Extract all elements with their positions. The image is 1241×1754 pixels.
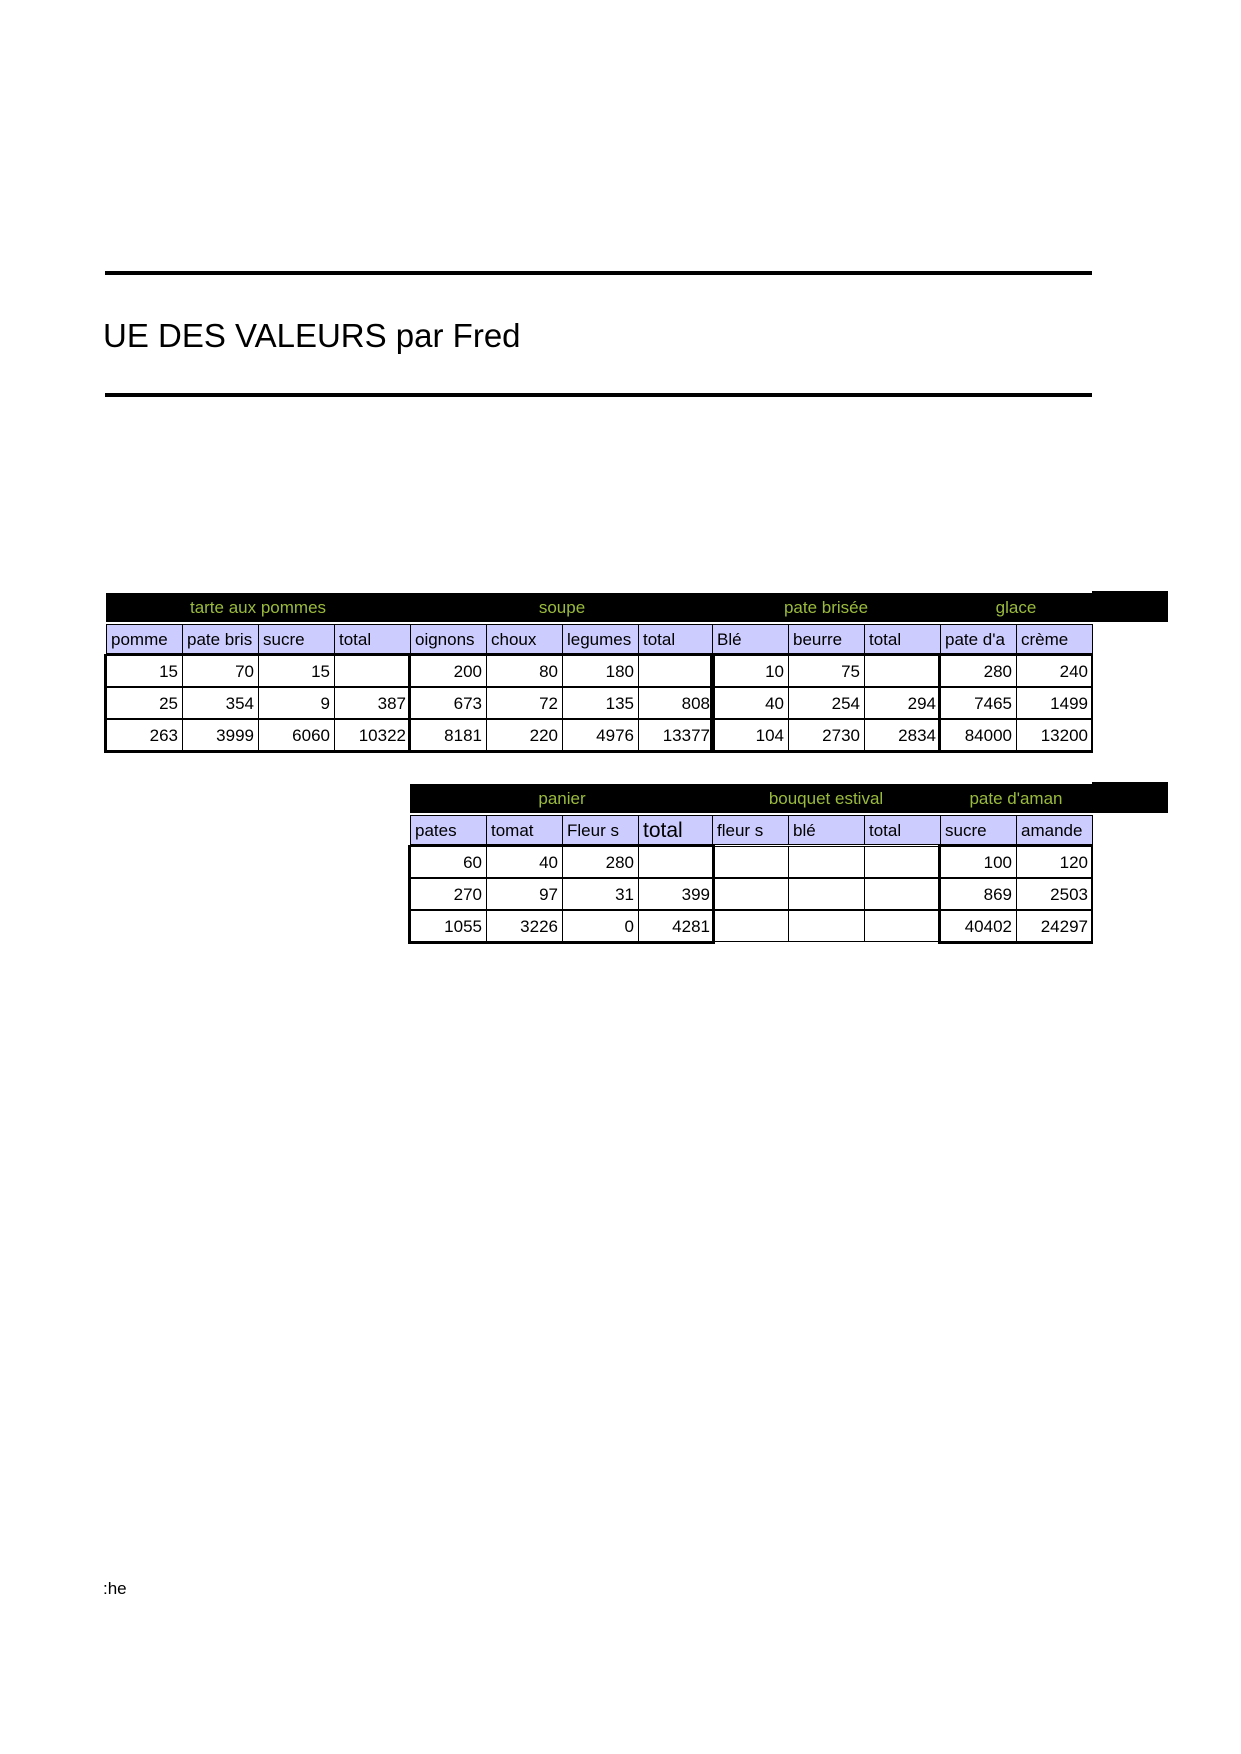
column-header[interactable]: total [638,624,715,654]
table-cell[interactable]: 15 [258,655,335,687]
table-cell[interactable] [788,846,865,878]
table-cell[interactable]: 7465 [940,687,1017,719]
table-title: pate brisée [712,593,940,622]
table-cell[interactable]: 3226 [486,910,563,942]
column-header[interactable]: legumes [562,624,639,654]
table-cell[interactable]: 70 [182,655,259,687]
table-cell[interactable]: 13200 [1016,719,1093,751]
table-title: pate d'aman [940,784,1092,813]
table-cell[interactable]: 97 [486,878,563,910]
table-cell[interactable]: 200 [410,655,487,687]
table-cell[interactable]: 180 [562,655,639,687]
table-cell[interactable]: 4976 [562,719,639,751]
column-header[interactable]: tomat [486,815,563,845]
table-cell[interactable]: 399 [638,878,715,910]
table-cell[interactable] [864,878,941,910]
table-cell[interactable]: 13377 [638,719,715,751]
table-cell[interactable] [712,846,789,878]
column-header[interactable]: amande [1016,815,1093,845]
column-header[interactable]: total [864,624,941,654]
table-cell[interactable]: 2730 [788,719,865,751]
column-header[interactable]: blé [788,815,865,845]
table-cell[interactable]: 270 [410,878,487,910]
table-cell[interactable]: 294 [864,687,941,719]
table-cell[interactable]: 1055 [410,910,487,942]
column-header[interactable]: total [864,815,941,845]
table-cell[interactable]: 263 [106,719,183,751]
table-cell[interactable]: 10 [712,655,789,687]
column-header[interactable]: pates [410,815,487,845]
table-cell[interactable]: 40 [486,846,563,878]
table-cell[interactable]: 10322 [334,719,411,751]
table-cell[interactable]: 254 [788,687,865,719]
header-bar-extension [1092,782,1168,813]
table-bouquet [712,784,940,944]
column-header[interactable]: crème [1016,624,1093,654]
header-bar-extension [1092,591,1168,622]
table-cell[interactable]: 673 [410,687,487,719]
table-cell[interactable] [638,846,715,878]
table-cell[interactable]: 31 [562,878,639,910]
table-cell[interactable] [712,878,789,910]
table-pate-brisee [712,593,940,753]
table-cell[interactable]: 72 [486,687,563,719]
column-header[interactable]: Blé [712,624,789,654]
table-cell[interactable]: 120 [1016,846,1093,878]
table-cell[interactable] [864,910,941,942]
table-cell[interactable]: 84000 [940,719,1017,751]
table-cell[interactable]: 40402 [940,910,1017,942]
column-header[interactable]: sucre [940,815,1017,845]
column-header[interactable]: choux [486,624,563,654]
table-cell[interactable]: 80 [486,655,563,687]
table-tarte [106,593,410,753]
column-header[interactable]: oignons [410,624,487,654]
column-header[interactable]: total [638,815,715,845]
table-cell[interactable]: 6060 [258,719,335,751]
table-cell[interactable]: 15 [106,655,183,687]
table-cell[interactable]: 0 [562,910,639,942]
table-title: glace [940,593,1092,622]
table-cell[interactable]: 387 [334,687,411,719]
table-cell[interactable] [864,655,941,687]
table-title: panier [410,784,714,813]
table-cell[interactable] [712,910,789,942]
footer-text: :he [103,1579,127,1598]
bottom-rule [105,393,1092,397]
table-title: bouquet estival [712,784,940,813]
table-cell[interactable]: 280 [562,846,639,878]
column-header[interactable]: pomme [106,624,183,654]
table-glace [940,593,1168,753]
table-cell[interactable]: 280 [940,655,1017,687]
table-cell[interactable]: 2834 [864,719,941,751]
table-cell[interactable]: 4281 [638,910,715,942]
column-header[interactable]: pate bris [182,624,259,654]
table-cell[interactable]: 3999 [182,719,259,751]
table-cell[interactable] [334,655,411,687]
table-cell[interactable]: 24297 [1016,910,1093,942]
table-cell[interactable]: 2503 [1016,878,1093,910]
column-header[interactable]: fleur s [712,815,789,845]
table-cell[interactable]: 1499 [1016,687,1093,719]
table-cell[interactable]: 869 [940,878,1017,910]
top-rule [105,271,1092,275]
table-cell[interactable]: 240 [1016,655,1093,687]
table-cell[interactable]: 60 [410,846,487,878]
column-header[interactable]: pate d'a [940,624,1017,654]
table-title: tarte aux pommes [106,593,410,622]
table-soupe [410,593,714,753]
table-cell[interactable]: 104 [712,719,789,751]
table-cell[interactable]: 40 [712,687,789,719]
table-cell[interactable]: 220 [486,719,563,751]
table-panier [410,784,714,944]
column-header[interactable]: sucre [258,624,335,654]
table-title: soupe [410,593,714,622]
table-cell[interactable] [788,910,865,942]
table-cell[interactable]: 808 [638,687,715,719]
table-cell[interactable]: 25 [106,687,183,719]
table-cell[interactable]: 8181 [410,719,487,751]
table-cell[interactable]: 100 [940,846,1017,878]
column-header[interactable]: beurre [788,624,865,654]
table-cell[interactable]: 75 [788,655,865,687]
table-pate-amande [940,784,1168,944]
table-cell[interactable] [638,655,715,687]
table-cell[interactable]: 9 [258,687,335,719]
page-title: UE DES VALEURS par Fred [103,317,521,354]
table-cell[interactable] [788,878,865,910]
table-cell[interactable] [864,846,941,878]
table-cell[interactable]: 354 [182,687,259,719]
table-cell[interactable]: 135 [562,687,639,719]
column-header[interactable]: total [334,624,411,654]
column-header[interactable]: Fleur s [562,815,639,845]
